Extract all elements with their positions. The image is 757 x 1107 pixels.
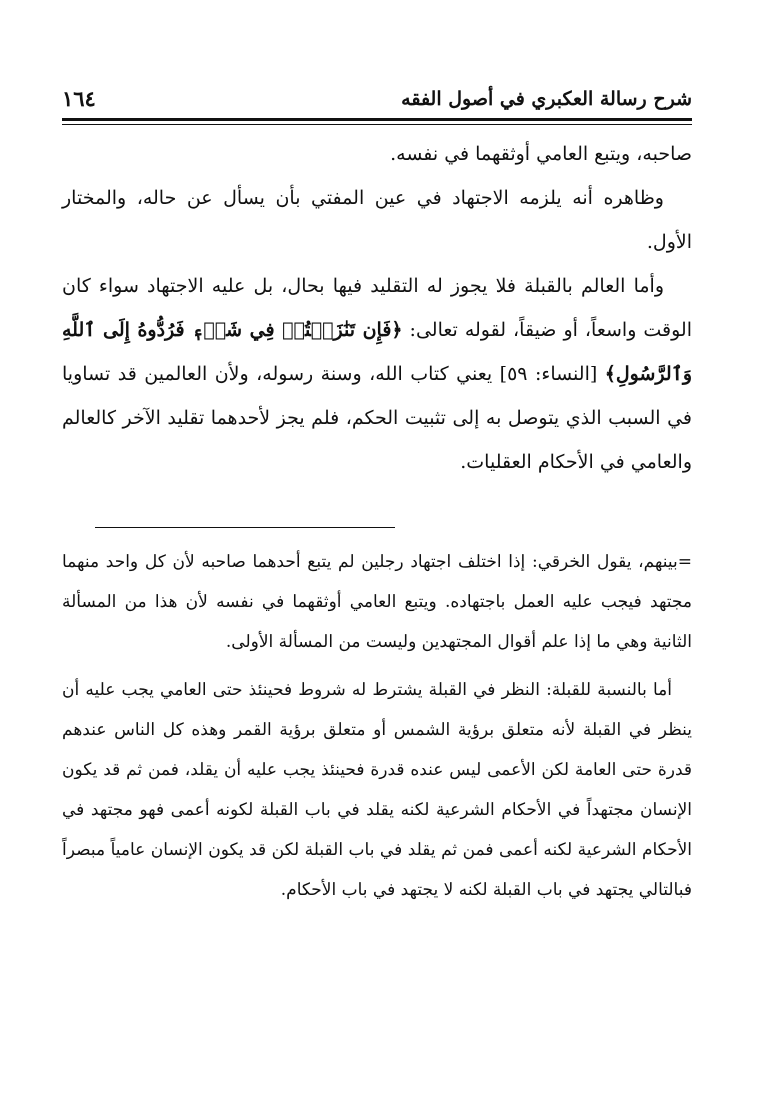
quran-verse: ﴿فَإِن تَنَٰزَعۡتُمۡ فِي شَيۡءٖ فَرُدُّوهُ إِلَى ٱللَّهِ وَٱلرَّسُولِ﴾ <box>62 319 692 385</box>
footnotes <box>62 542 692 910</box>
paragraph-3 <box>62 264 692 484</box>
running-header <box>62 86 692 116</box>
paragraph-3-part-b: يعني كتاب الله، وسنة رسوله، ولأن العالمين قد تساويا في السبب الذي يتوصل به إلى تثبيت الحكم، فلم يجز لأحدهما تقليد الآخر كالعالم والعامي في الأحكام العقليات. <box>62 363 692 473</box>
footnote-2: أما بالنسبة للقبلة: النظر في القبلة يشترط له شروط فحينئذ حتى العامي يجب عليه أن ينظر في القبلة لأنه متعلق برؤية الشمس أو متعلق برؤية القمر وهذه كل الناس عندهم قدرة حتى العامة لكن الأعمى ليس عنده قدرة فحينئذ يجب عليه أن يقلد، فمن ثم قد يكون الإنسان مجتهداً في الأحكام الشرعية لكنه يقلد في باب القبلة لكونه أعمى فهو مجتهد في الأحكام الشرعية لكنه أعمى فمن ثم يقلد في باب القبلة لكن قد يكون الإنسان عامياً مبصراً فبالتالي يجتهد في باب القبلة لكنه لا يجتهد في باب الأحكام. <box>62 680 692 900</box>
paragraph-2: وظاهره أنه يلزمه الاجتهاد في عين المفتي بأن يسأل عن حاله، والمختار الأول. <box>62 187 692 253</box>
page-number: ١٦٤ <box>62 86 96 111</box>
header-rule-thick <box>62 118 692 121</box>
header-title: شرح رسالة العكبري في أصول الفقه <box>401 88 692 110</box>
footnote-1: =بينهم، يقول الخرقي: إذا اختلف اجتهاد رجلين لم يتبع أحدهما صاحبه لأن كل واحد منهما مجتهد فيجب عليه العمل باجتهاده. ويتبع العامي أوثقهما في نفسه لأن هذا من المسألة الثانية وهي ما إذا علم أقوال المجتهدين وليست من المسألة الأولى. <box>62 552 692 652</box>
verse-reference: [النساء: ٥٩] <box>492 363 605 385</box>
main-text <box>62 132 692 484</box>
header-rule-thin <box>62 124 692 125</box>
paragraph-1: صاحبه، ويتبع العامي أوثقهما في نفسه. <box>390 143 692 165</box>
paragraph-3-part-a: وأما العالم بالقبلة فلا يجوز له التقليد فيها بحال، بل عليه الاجتهاد سواء كان الوقت واسعاً، أو ضيقاً، لقوله تعالى: <box>62 275 692 341</box>
footnote-separator <box>95 527 395 528</box>
